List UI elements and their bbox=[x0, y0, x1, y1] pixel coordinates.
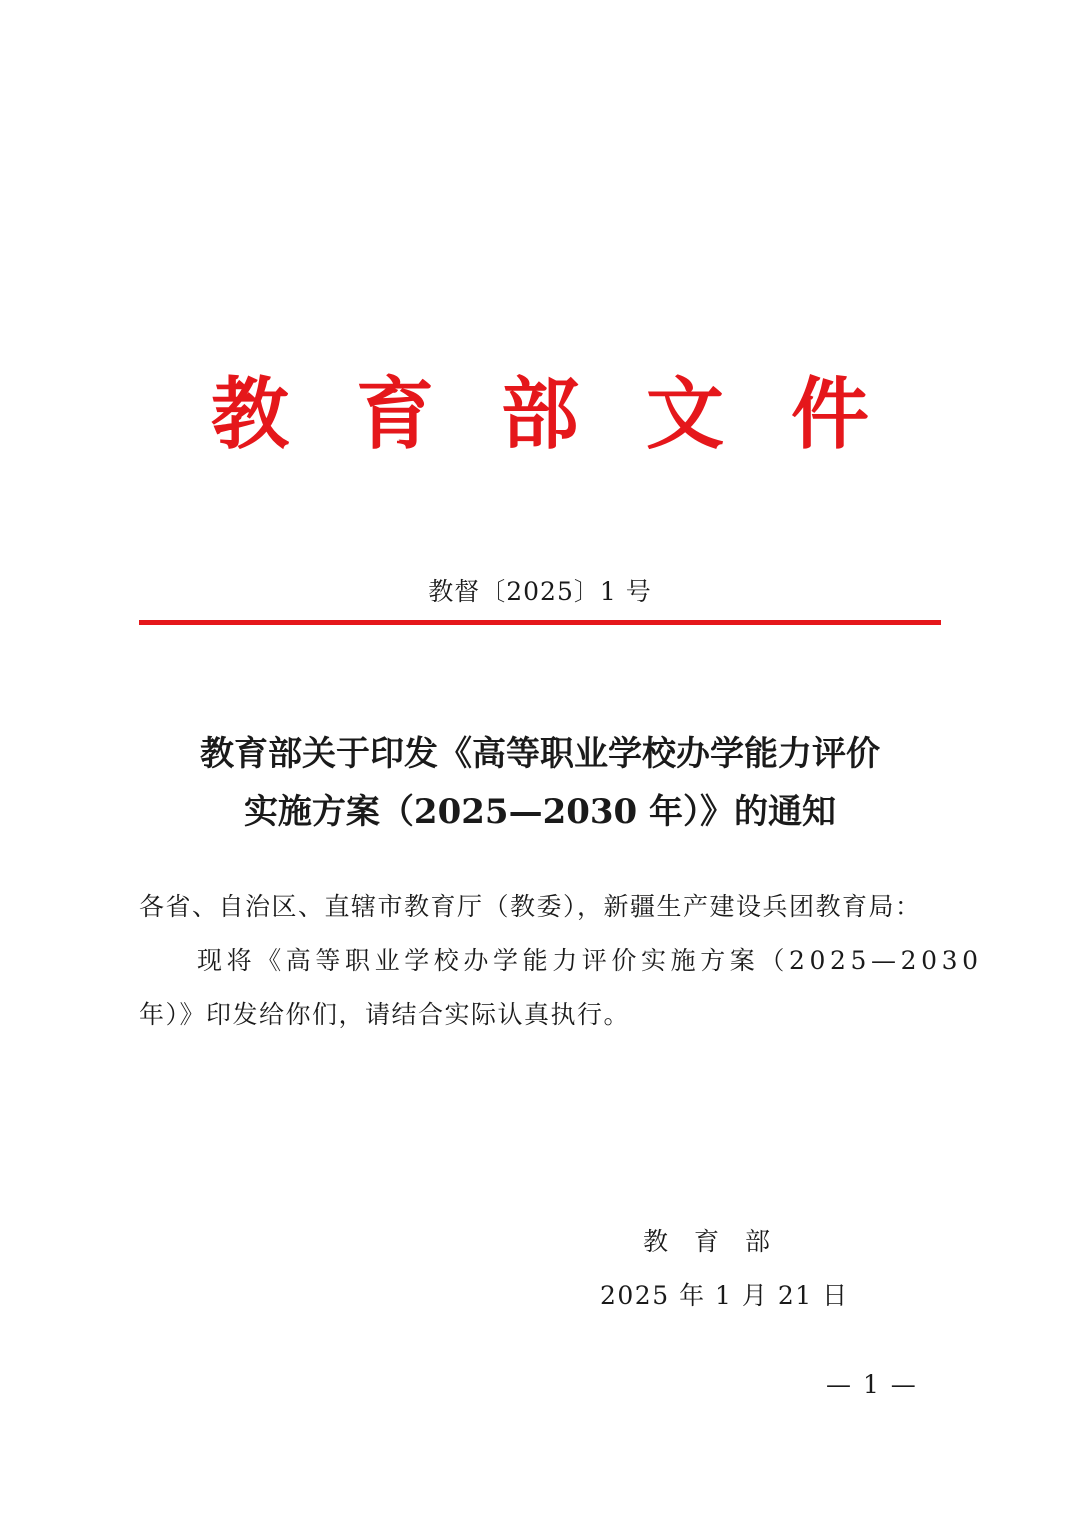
header-char: 教 bbox=[210, 369, 289, 460]
notice-title bbox=[0, 725, 1080, 841]
notice-body bbox=[139, 880, 983, 1042]
header-char: 件 bbox=[790, 369, 869, 460]
document-number: 教督〔2025〕1 号 bbox=[428, 577, 652, 606]
body-paragraph-line-1: 现将《高等职业学校办学能力评价实施方案（2025—2030 bbox=[197, 946, 983, 975]
addressee-line: 各省、自治区、直辖市教育厅（教委），新疆生产建设兵团教育局： bbox=[139, 892, 922, 921]
header-char: 部 bbox=[500, 369, 579, 460]
header-char: 文 bbox=[645, 369, 724, 460]
page-number: — 1 — bbox=[826, 1370, 918, 1399]
notice-title-line-2: 实施方案（2025—2030 年）》的通知 bbox=[243, 792, 837, 832]
signature-organization: 教育部 bbox=[643, 1227, 797, 1256]
header-char: 育 bbox=[355, 369, 434, 460]
signature-date: 2025 年 1 月 21 日 bbox=[600, 1281, 849, 1310]
document-header-title bbox=[0, 370, 1080, 460]
body-paragraph-line-2: 年）》印发给你们，请结合实际认真执行。 bbox=[139, 1000, 631, 1029]
red-divider-line bbox=[139, 620, 941, 625]
notice-title-line-1: 教育部关于印发《高等职业学校办学能力评价 bbox=[200, 734, 880, 774]
